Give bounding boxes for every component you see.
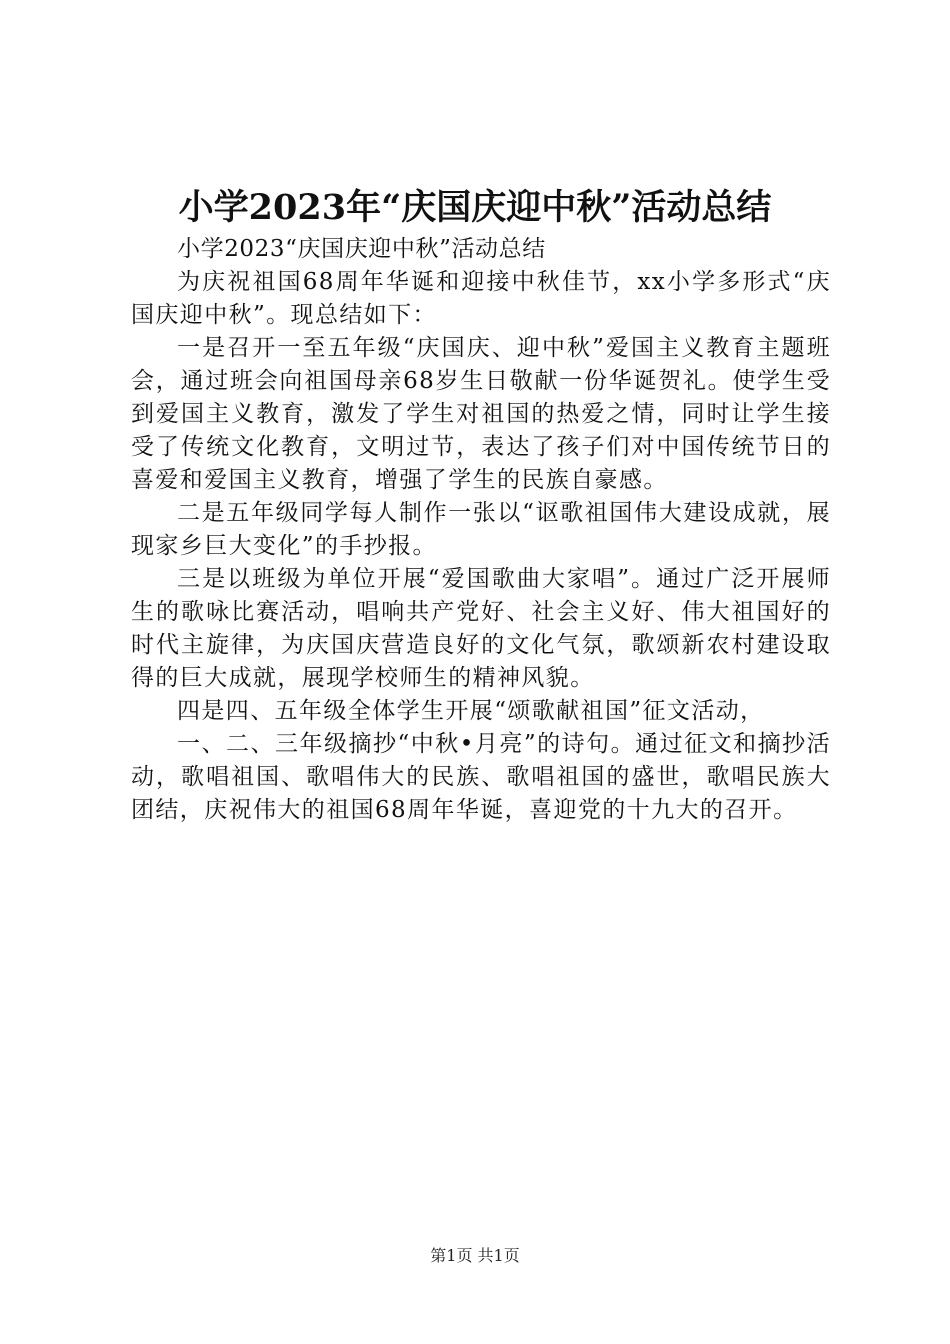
document-title: 小学2023年“庆国庆迎中秋”活动总结 xyxy=(178,187,772,228)
paragraph-item-3: 三是以班级为单位开展“爱国歌曲大家唱”。通过广泛开展师生的歌咏比赛活动，唱响共产党好、社会主义好、伟大祖国好的时代主旋律，为庆国庆营造良好的文化气氛，歌颂新农村建设取得的巨大成就，展现学校师生的精神风貌。 xyxy=(131,566,831,691)
paragraph-item-4: 四是四、五年级全体学生开展“颂歌献祖国”征文活动， xyxy=(177,698,765,724)
paragraph-item-1: 一是召开一至五年级“庆国庆、迎中秋”爱国主义教育主题班会，通过班会向祖国母亲68岁生日敬献一份华诞贺礼。使学生受到爱国主义教育，激发了学生对祖国的热爱之情，同时让学生接受了传统文化教育，文明过节，表达了孩子们对中国传统节日的喜爱和爱国主义教育，增强了学生的民族自豪感。 xyxy=(131,335,831,493)
page-number-footer: 第1页 共1页 xyxy=(430,1246,520,1265)
document-body xyxy=(131,233,831,827)
document-subtitle: 小学2023“庆国庆迎中秋”活动总结 xyxy=(177,236,546,262)
intro-paragraph: 为庆祝祖国68周年华诞和迎接中秋佳节，xx小学多形式“庆国庆迎中秋”。现总结如下： xyxy=(131,269,831,328)
paragraph-item-5: 一、二、三年级摘抄“中秋•月亮”的诗句。通过征文和摘抄活动，歌唱祖国、歌唱伟大的民族、歌唱祖国的盛世，歌唱民族大团结，庆祝伟大的祖国68周年华诞，喜迎党的十九大的召开。 xyxy=(131,731,831,823)
paragraph-item-2: 二是五年级同学每人制作一张以“讴歌祖国伟大建设成就，展现家乡巨大变化”的手抄报。 xyxy=(131,500,831,559)
